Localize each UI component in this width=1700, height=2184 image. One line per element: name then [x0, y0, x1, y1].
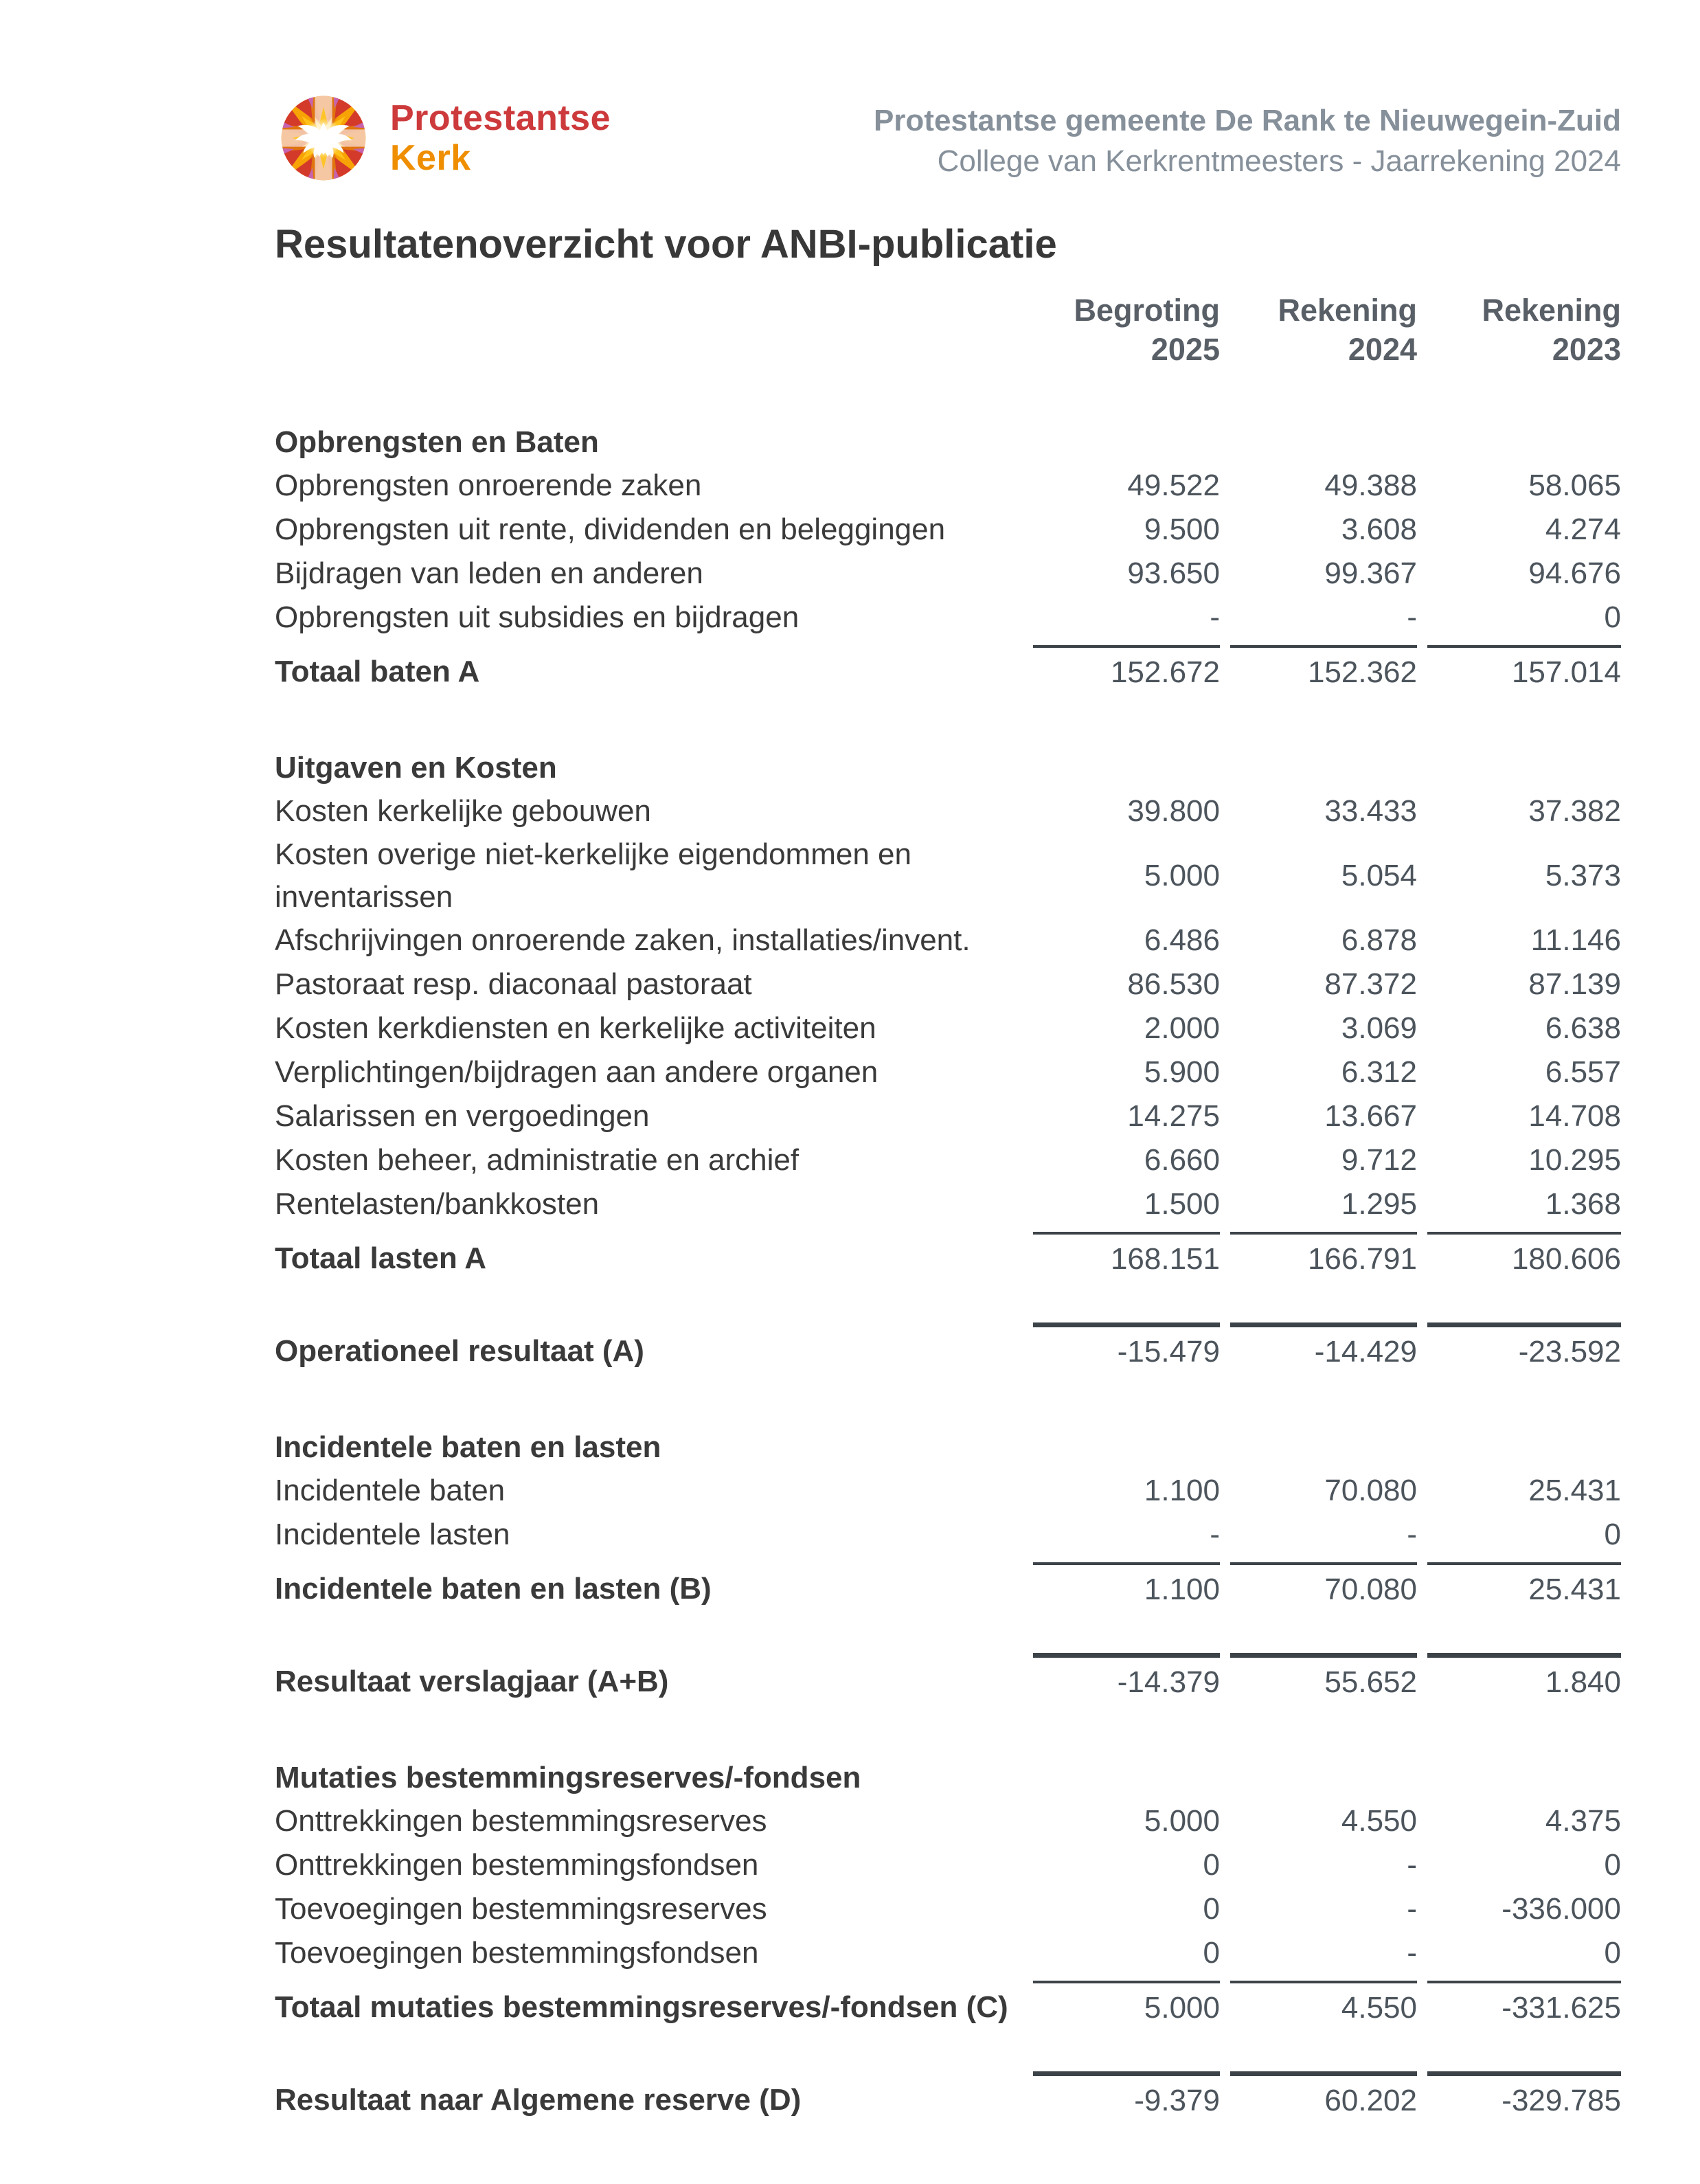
- row-label: Pastoraat resp. diaconaal pastoraat: [275, 967, 752, 1001]
- row-value: 70.080: [1230, 1562, 1417, 1612]
- row-value: 180.606: [1427, 1232, 1621, 1281]
- column-year: 2023: [1552, 332, 1621, 367]
- row-label: Totaal baten A: [275, 655, 480, 688]
- table-row-item: [275, 464, 1621, 508]
- row-value: 3.069: [1341, 1011, 1417, 1045]
- table-row-item: [275, 919, 1621, 962]
- row-label: Kosten kerkdiensten en kerkelijke activiteiten: [275, 1011, 876, 1045]
- column-header-begroting-2025: [1033, 291, 1220, 369]
- table-row-total: [275, 1981, 1621, 2030]
- row-label: Resultaat verslagjaar (A+B): [275, 1665, 669, 1698]
- row-label: Kosten beheer, administratie en archief: [275, 1143, 800, 1177]
- row-label: Salarissen en vergoedingen: [275, 1099, 650, 1133]
- row-value: 5.900: [1144, 1055, 1220, 1089]
- row-label: Verplichtingen/bijdragen aan andere organen: [275, 1055, 879, 1089]
- table-row-item: [275, 833, 1621, 919]
- row-value: 93.650: [1127, 556, 1220, 590]
- table-row-section: [275, 421, 1621, 464]
- row-label: Operationeel resultaat (A): [275, 1334, 644, 1368]
- table-row-total: [275, 1232, 1621, 1281]
- row-value: 10.295: [1528, 1143, 1621, 1177]
- row-label: Opbrengsten uit rente, dividenden en beleggingen: [275, 513, 946, 546]
- row-label: Afschrijvingen onroerende zaken, installaties/invent.: [275, 923, 971, 957]
- masthead: [275, 95, 1621, 181]
- row-value: 11.146: [1530, 923, 1621, 957]
- row-value: 152.362: [1230, 645, 1417, 695]
- row-label: Mutaties bestemmingsreserves/-fondsen: [275, 1761, 861, 1794]
- row-value: 4.274: [1545, 513, 1621, 546]
- column-period: Rekening: [1278, 293, 1417, 328]
- row-label: Resultaat naar Algemene reserve (D): [275, 2083, 802, 2117]
- row-label: Totaal mutaties bestemmingsreserves/-fondsen (C): [275, 1990, 1008, 2024]
- row-value: 14.708: [1528, 1099, 1621, 1133]
- row-value: 157.014: [1427, 645, 1621, 695]
- row-label: Incidentele baten: [275, 1474, 506, 1507]
- table-row-item: [275, 1931, 1621, 1975]
- organization-name: Protestantse gemeente De Rank te Nieuwegein-Zuid: [873, 104, 1621, 137]
- row-value: -9.379: [1033, 2071, 1220, 2123]
- table-row-item: [275, 1138, 1621, 1182]
- table-row-item: [275, 1050, 1621, 1094]
- row-value: -: [1407, 1892, 1417, 1926]
- row-value: 60.202: [1230, 2071, 1417, 2123]
- row-label: Rentelasten/bankkosten: [275, 1187, 600, 1221]
- row-value: 14.275: [1127, 1099, 1220, 1133]
- row-value: -: [1407, 1518, 1417, 1551]
- table-row-result: [275, 2071, 1621, 2123]
- row-label: Incidentele baten en lasten (B): [275, 1572, 712, 1606]
- row-value: -331.625: [1427, 1981, 1621, 2030]
- row-value: -: [1407, 600, 1417, 634]
- column-year: 2025: [1151, 332, 1220, 367]
- logo-wordmark-line2: Kerk: [390, 138, 471, 178]
- row-value: 5.000: [1033, 1981, 1220, 2030]
- row-value: 25.431: [1427, 1562, 1621, 1612]
- row-value: 6.638: [1545, 1011, 1621, 1045]
- organization-subtitle: College van Kerkrentmeesters - Jaarrekening 2024: [937, 144, 1621, 178]
- row-value: -: [1407, 1848, 1417, 1882]
- row-label: Totaal lasten A: [275, 1241, 487, 1275]
- table-row-item: [275, 1799, 1621, 1843]
- row-value: 4.375: [1545, 1804, 1621, 1838]
- row-value: 1.368: [1545, 1187, 1621, 1221]
- table-row-item: [275, 1006, 1621, 1050]
- column-header-rekening-2024: [1230, 291, 1417, 369]
- row-value: 0: [1604, 1848, 1621, 1882]
- row-value: 70.080: [1324, 1474, 1417, 1507]
- table-row-result: [275, 1653, 1621, 1704]
- row-value: 9.712: [1341, 1143, 1417, 1177]
- row-value: 58.065: [1528, 469, 1621, 502]
- column-period: Begroting: [1074, 293, 1220, 328]
- row-value: 5.000: [1144, 859, 1220, 892]
- table-row-item: [275, 789, 1621, 833]
- table-row-section: [275, 747, 1621, 789]
- row-value: 6.557: [1545, 1055, 1621, 1089]
- row-label: Kosten overige niet-kerkelijke eigendommen en inventarissen: [275, 837, 911, 914]
- row-label: Onttrekkingen bestemmingsreserves: [275, 1804, 767, 1838]
- row-label: Opbrengsten uit subsidies en bijdragen: [275, 600, 800, 634]
- table-row-item: [275, 508, 1621, 552]
- row-value: 25.431: [1528, 1474, 1621, 1507]
- table-row-total: [275, 1562, 1621, 1612]
- row-value: 4.550: [1341, 1804, 1417, 1838]
- row-label: Uitgaven en Kosten: [275, 751, 557, 785]
- row-value: 39.800: [1127, 794, 1220, 828]
- row-value: 0: [1203, 1848, 1220, 1882]
- table-row-item: [275, 596, 1621, 640]
- row-value: -: [1210, 600, 1220, 634]
- logo-wordmark: [390, 98, 611, 178]
- table-row-item: [275, 1182, 1621, 1226]
- table-row-item: [275, 1094, 1621, 1138]
- row-value: 0: [1604, 600, 1621, 634]
- row-value: -: [1210, 1518, 1220, 1551]
- table-row-item: [275, 552, 1621, 596]
- row-value: 0: [1203, 1936, 1220, 1970]
- table-body: [275, 421, 1621, 2123]
- table-row-section: [275, 1757, 1621, 1799]
- row-value: 6.486: [1144, 923, 1220, 957]
- row-value: 5.373: [1545, 859, 1621, 892]
- row-value: 0: [1203, 1892, 1220, 1926]
- column-header-rekening-2023: [1427, 291, 1621, 369]
- organization-header: [874, 95, 1621, 181]
- table-row-section: [275, 1426, 1621, 1469]
- row-value: 5.054: [1341, 859, 1417, 892]
- row-value: -14.429: [1230, 1322, 1417, 1374]
- row-value: 4.550: [1230, 1981, 1417, 2030]
- table-row-item: [275, 1887, 1621, 1931]
- row-label: Kosten kerkelijke gebouwen: [275, 794, 651, 828]
- row-label: Toevoegingen bestemmingsreserves: [275, 1892, 767, 1926]
- row-value: -15.479: [1033, 1322, 1220, 1374]
- results-table: [275, 291, 1621, 2123]
- row-value: 87.139: [1528, 967, 1621, 1001]
- row-value: -23.592: [1427, 1322, 1621, 1374]
- row-value: 86.530: [1127, 967, 1220, 1001]
- table-row-result: [275, 1322, 1621, 1374]
- row-value: 1.500: [1144, 1187, 1220, 1221]
- row-value: 166.791: [1230, 1232, 1417, 1281]
- row-value: 9.500: [1144, 513, 1220, 546]
- row-value: 6.312: [1341, 1055, 1417, 1089]
- row-value: 94.676: [1528, 556, 1621, 590]
- row-value: 87.372: [1324, 967, 1417, 1001]
- row-value: 6.660: [1144, 1143, 1220, 1177]
- table-row-item: [275, 1843, 1621, 1887]
- table-row-item: [275, 962, 1621, 1006]
- row-value: 5.000: [1144, 1804, 1220, 1838]
- row-value: -336.000: [1501, 1892, 1621, 1926]
- protestantse-kerk-logo: [280, 95, 611, 181]
- row-value: 49.522: [1127, 469, 1220, 502]
- pkn-sunburst-dove-icon: [280, 95, 367, 181]
- row-value: 49.388: [1324, 469, 1417, 502]
- row-value: 1.840: [1427, 1653, 1621, 1704]
- row-value: 1.100: [1033, 1562, 1220, 1612]
- column-period: Rekening: [1482, 293, 1621, 328]
- logo-wordmark-line1: Protestantse: [390, 98, 611, 138]
- row-label: Opbrengsten onroerende zaken: [275, 469, 702, 502]
- row-value: 0: [1604, 1936, 1621, 1970]
- row-value: -14.379: [1033, 1653, 1220, 1704]
- row-value: 6.878: [1341, 923, 1417, 957]
- row-label: Incidentele lasten: [275, 1518, 510, 1551]
- row-label: Bijdragen van leden en anderen: [275, 556, 703, 590]
- row-label: Opbrengsten en Baten: [275, 425, 599, 459]
- row-value: 1.295: [1341, 1187, 1417, 1221]
- table-row-total: [275, 645, 1621, 695]
- row-value: 13.667: [1324, 1099, 1417, 1133]
- row-value: -: [1407, 1936, 1417, 1970]
- row-label: Onttrekkingen bestemmingsfondsen: [275, 1848, 759, 1882]
- row-value: -329.785: [1427, 2071, 1621, 2123]
- page-title: Resultatenoverzicht voor ANBI-publicatie: [275, 222, 1057, 267]
- column-year: 2024: [1348, 332, 1417, 367]
- column-header-row: [275, 291, 1621, 369]
- row-value: 1.100: [1144, 1474, 1220, 1507]
- row-value: 3.608: [1341, 513, 1417, 546]
- table-row-item: [275, 1469, 1621, 1513]
- row-value: 55.652: [1230, 1653, 1417, 1704]
- row-value: 168.151: [1033, 1232, 1220, 1281]
- row-value: 37.382: [1528, 794, 1621, 828]
- row-value: 2.000: [1144, 1011, 1220, 1045]
- table-row-item: [275, 1513, 1621, 1557]
- row-value: 99.367: [1324, 556, 1417, 590]
- row-label: Incidentele baten en lasten: [275, 1430, 661, 1464]
- row-value: 152.672: [1033, 645, 1220, 695]
- row-value: 33.433: [1324, 794, 1417, 828]
- row-value: 0: [1604, 1518, 1621, 1551]
- row-label: Toevoegingen bestemmingsfondsen: [275, 1936, 759, 1970]
